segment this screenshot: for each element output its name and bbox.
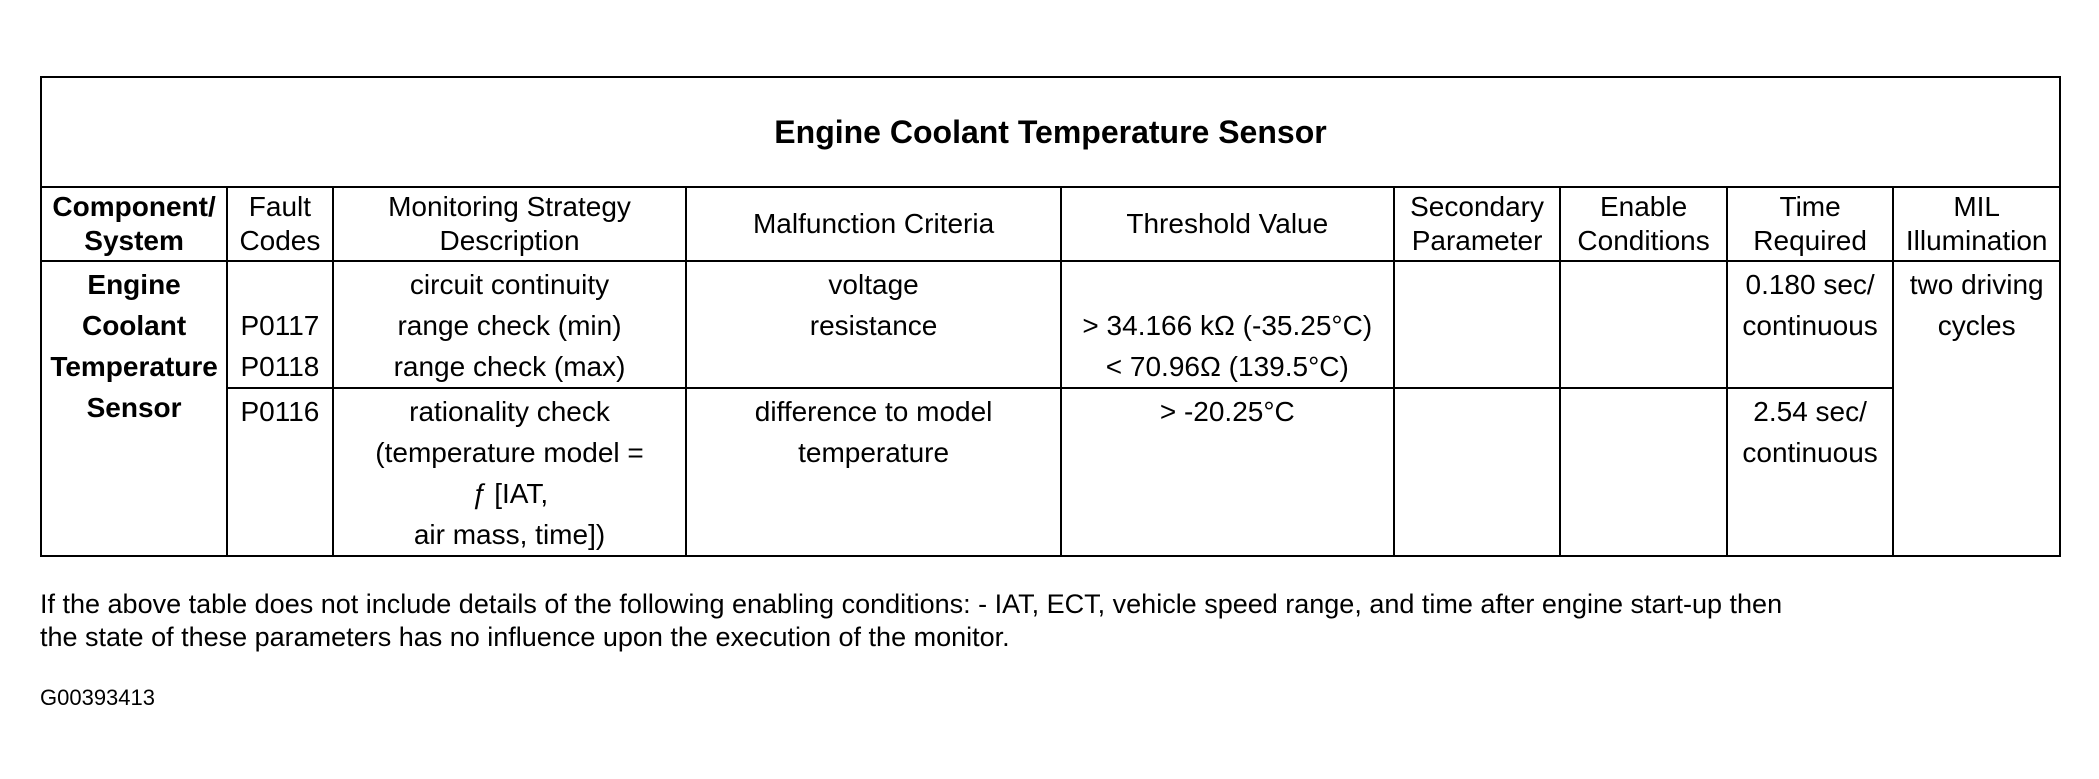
- header-fault-codes: Fault Codes: [227, 187, 332, 261]
- table-row: [41, 261, 2060, 388]
- component-system-cell: Engine Coolant Temperature Sensor: [41, 261, 227, 556]
- mil-illumination-cell: two driving cycles: [1893, 261, 2060, 556]
- table-row: [41, 388, 2060, 556]
- threshold-value-cell: > -20.25°C: [1061, 388, 1394, 556]
- header-time-required: Time Required: [1727, 187, 1894, 261]
- header-row: [41, 187, 2060, 261]
- header-secondary-parameter: Secondary Parameter: [1394, 187, 1561, 261]
- header-mil-illumination: MIL Illumination: [1893, 187, 2060, 261]
- enable-conditions-cell: [1560, 261, 1727, 388]
- enabling-conditions-note: If the above table does not include details of the following enabling conditions: - IAT, ECT, vehicle speed range, and time after engine start-up then the state of these parameters has no influence upon the execution of the monitor.: [40, 589, 1783, 652]
- monitoring-strategy-cell: rationality check (temperature model = ƒ [IAT, air mass, time]): [333, 388, 687, 556]
- time-required-cell: 2.54 sec/ continuous: [1727, 388, 1894, 556]
- function-symbol: ƒ: [470, 478, 487, 509]
- monitoring-strategy-cell: circuit continuity range check (min) range check (max): [333, 261, 687, 388]
- header-malfunction-criteria: Malfunction Criteria: [686, 187, 1060, 261]
- fault-codes-cell: P0116: [227, 388, 332, 556]
- table-title: Engine Coolant Temperature Sensor: [41, 77, 2060, 187]
- title-row: [41, 77, 2060, 187]
- time-required-cell: 0.180 sec/ continuous: [1727, 261, 1894, 388]
- secondary-parameter-cell: [1394, 261, 1561, 388]
- fault-codes-cell: P0117 P0118: [227, 261, 332, 388]
- malfunction-criteria-cell: difference to model temperature: [686, 388, 1060, 556]
- figure-id: G00393413: [40, 685, 155, 710]
- enable-conditions-cell: [1560, 388, 1727, 556]
- engine-coolant-temperature-sensor-table: [40, 76, 2061, 557]
- header-enable-conditions: Enable Conditions: [1560, 187, 1727, 261]
- header-monitoring-strategy: Monitoring Strategy Description: [333, 187, 687, 261]
- header-threshold-value: Threshold Value: [1061, 187, 1394, 261]
- header-component-system: Component/ System: [41, 187, 227, 261]
- threshold-value-cell: > 34.166 kΩ (-35.25°C) < 70.96Ω (139.5°C): [1061, 261, 1394, 388]
- malfunction-criteria-cell: voltage resistance: [686, 261, 1060, 388]
- secondary-parameter-cell: [1394, 388, 1561, 556]
